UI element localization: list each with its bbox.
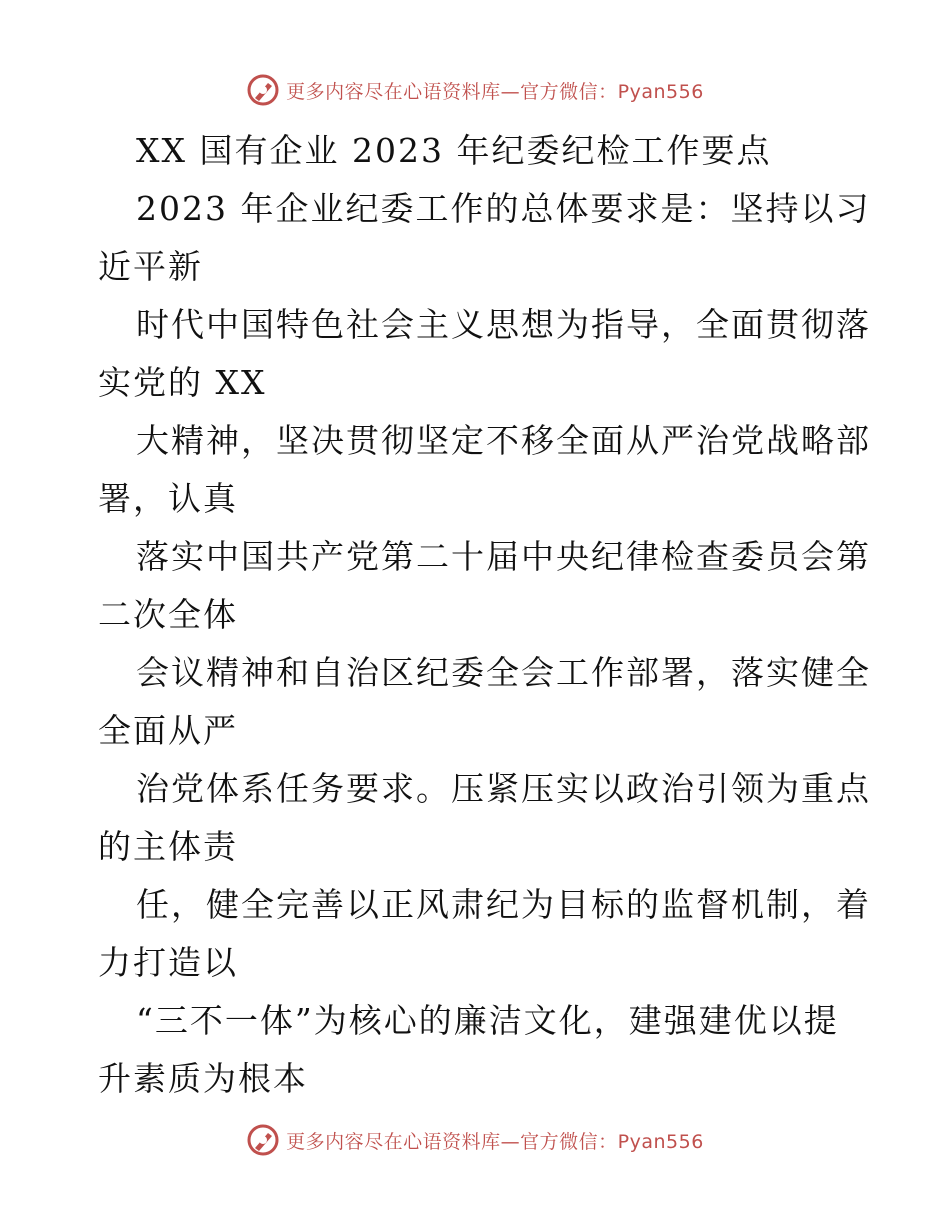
text-line: 署，认真 [98, 479, 238, 518]
document-title: XX 国有企业 2023 年纪委纪检工作要点 [136, 131, 772, 170]
text-line: 力打造以 [98, 943, 238, 982]
text-line: 升素质为根本 [98, 1059, 308, 1098]
document-body [98, 122, 871, 1108]
text-line: 落实中国共产党第二十届中央纪律检查委员会第 [136, 537, 871, 576]
pen-logo-icon [246, 73, 280, 107]
watermark-text: 更多内容尽在心语资料库—官方微信：Pyan556 [286, 80, 704, 103]
text-line: 会议精神和自治区纪委全会工作部署，落实健全 [136, 653, 871, 692]
footer-watermark [0, 1120, 950, 1160]
text-line: 治党体系任务要求。压紧压实以政治引领为重点 [136, 769, 871, 808]
text-line: 实党的 XX [98, 363, 267, 402]
pen-logo-icon [246, 1123, 280, 1157]
text-line: 时代中国特色社会主义思想为指导，全面贯彻落 [136, 305, 871, 344]
text-line: 的主体责 [98, 827, 238, 866]
text-line: 近平新 [98, 247, 203, 286]
header-watermark [0, 70, 950, 110]
text-line: 二次全体 [98, 595, 238, 634]
text-line: “三不一体”为核心的廉洁文化，建强建优以提 [136, 1001, 839, 1040]
text-line: 全面从严 [98, 711, 238, 750]
watermark-text: 更多内容尽在心语资料库—官方微信：Pyan556 [286, 1130, 704, 1153]
text-line: 2023 年企业纪委工作的总体要求是：坚持以习 [136, 189, 871, 228]
text-line: 任，健全完善以正风肃纪为目标的监督机制，着 [136, 885, 871, 924]
text-line: 大精神，坚决贯彻坚定不移全面从严治党战略部 [136, 421, 871, 460]
